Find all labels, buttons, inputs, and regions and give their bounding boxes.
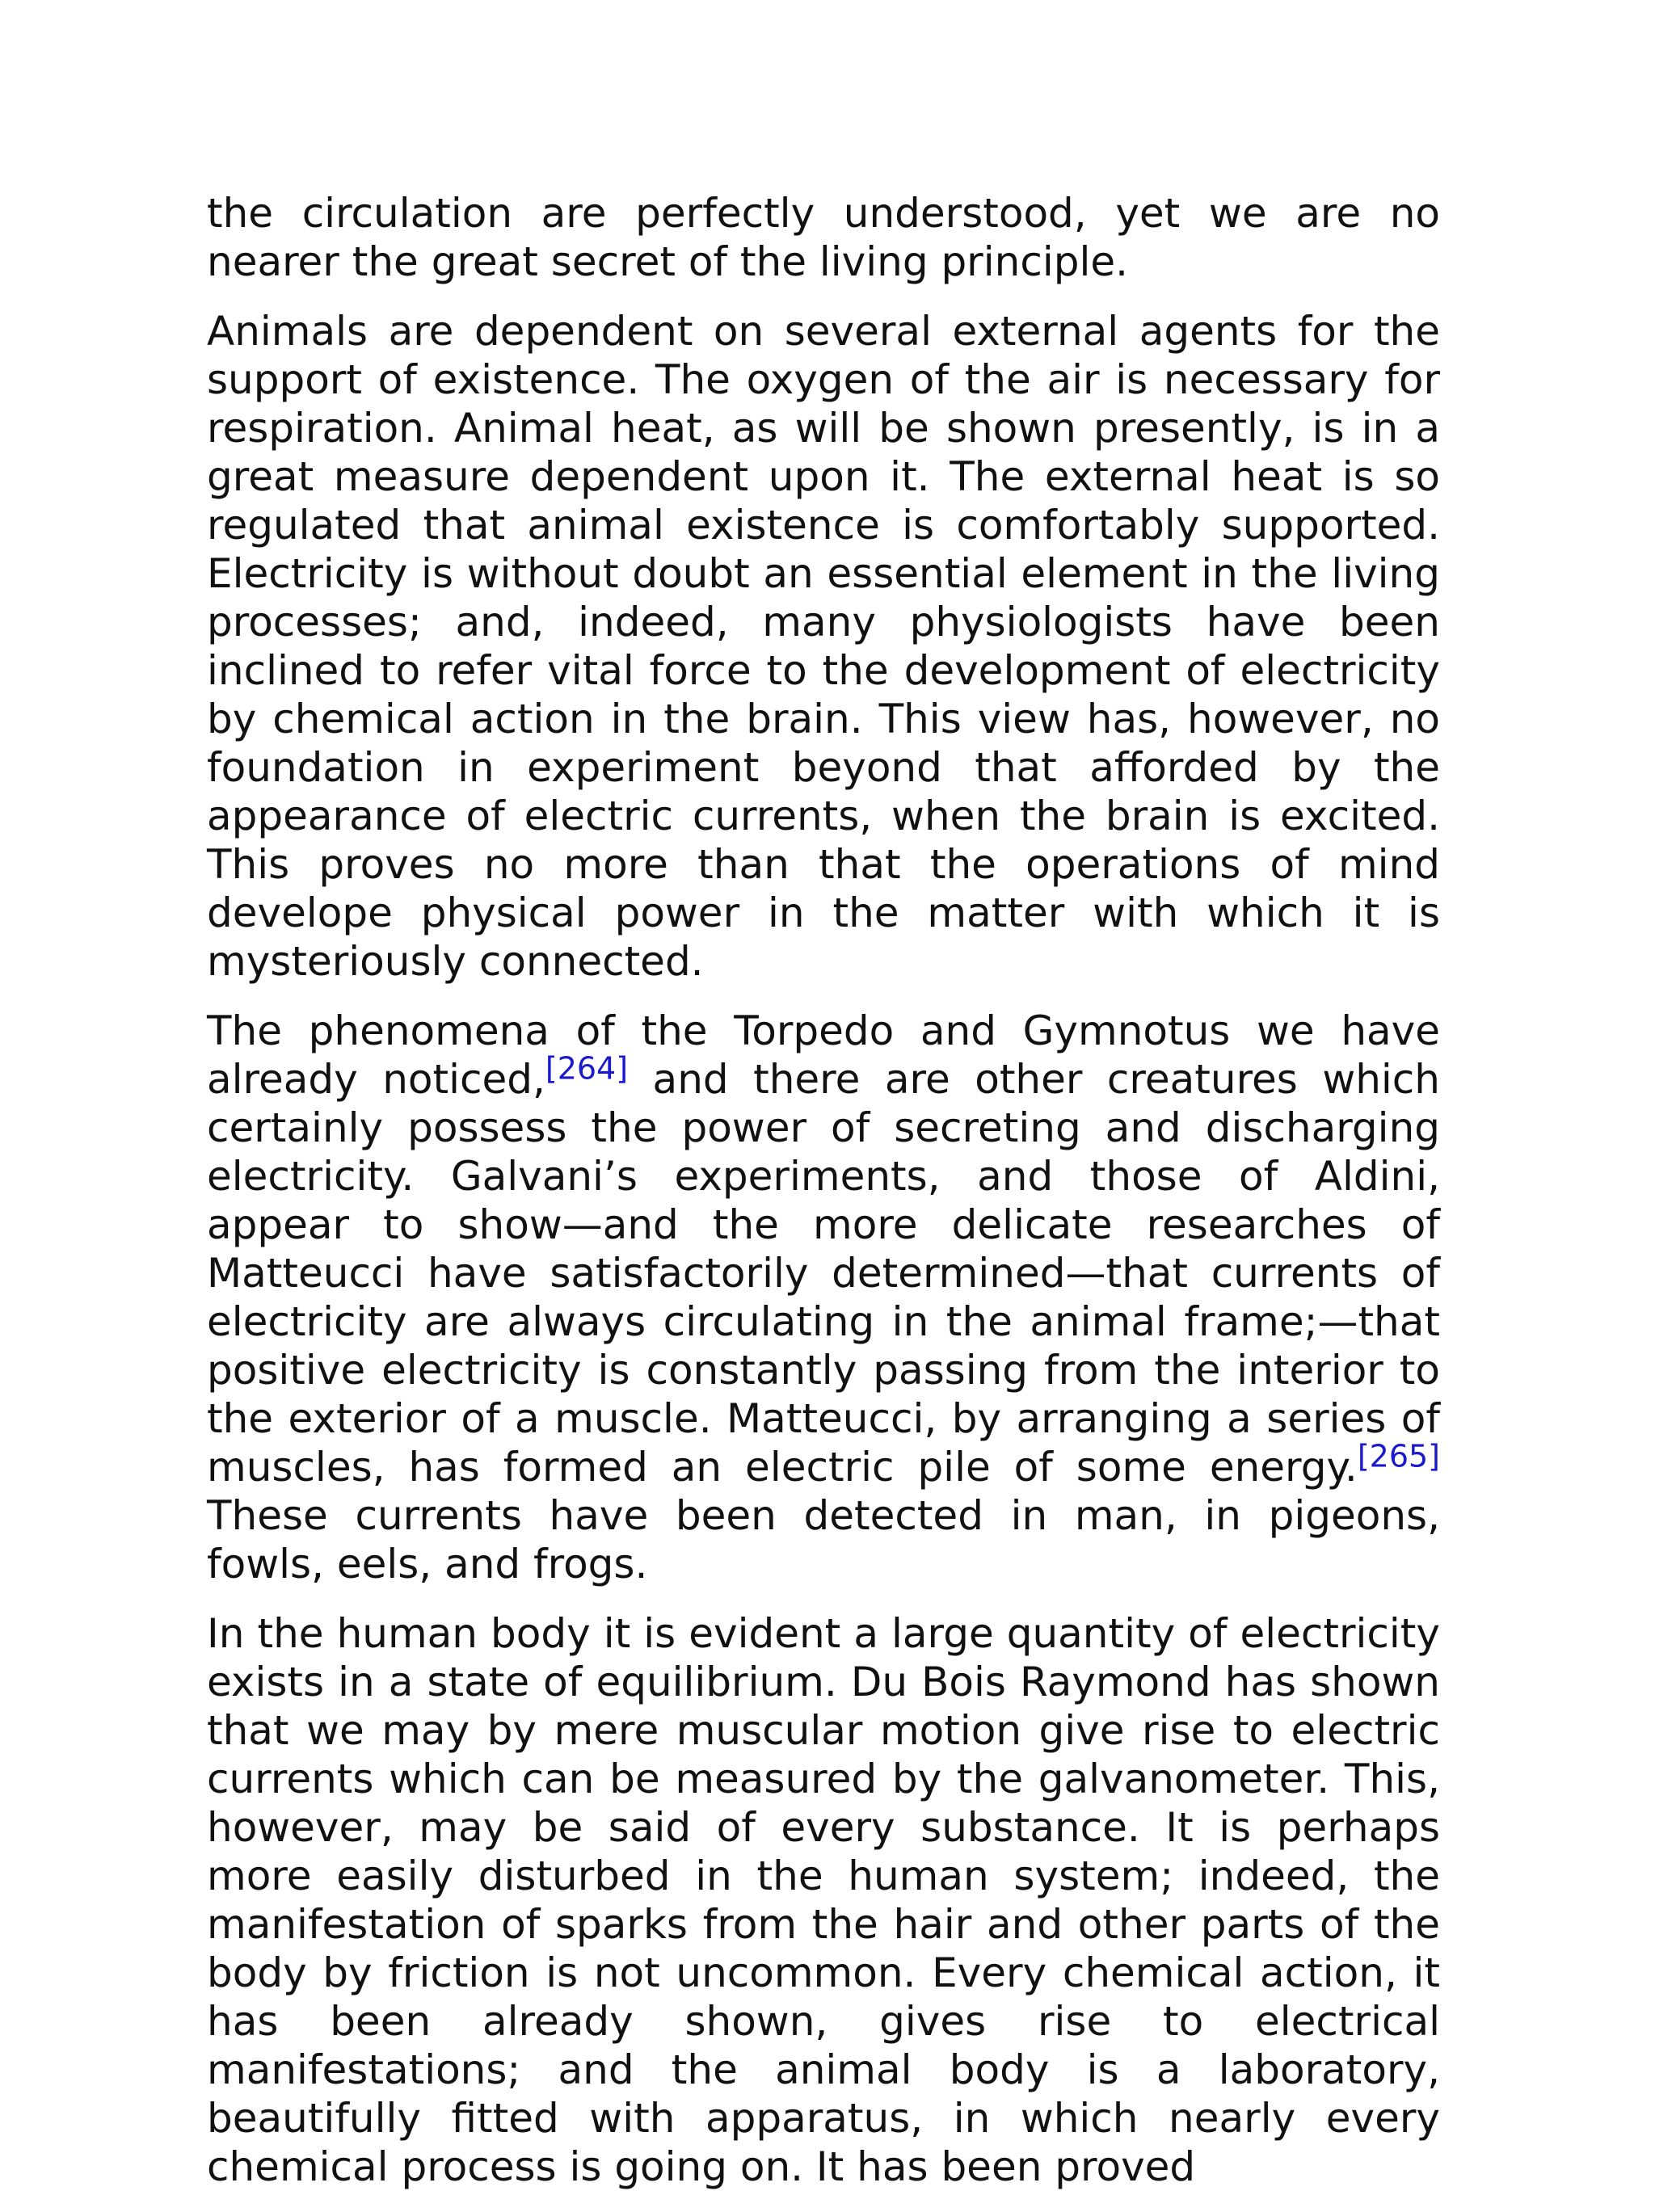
paragraph-text: These currents have been detected in man, in pigeons, fowls, eels, and frogs. bbox=[207, 1492, 1440, 1588]
paragraph-text: the circulation are perfectly understood, yet we are no nearer the great secret of the living principle. bbox=[207, 190, 1440, 285]
paragraph-text: Animals are dependent on several external agents for the support of existence. The oxygen of the air is necessary for respiration. Animal heat, as will be shown presently, is in a great measure dependent upon it. The external heat is so regulated that animal existence is comfortably supported. Electricity is without doubt an essential element in the living processes; and, indeed, many physiologists have been inclined to refer vital force to the development of electricity by chemical action in the brain. This view has, however, no foundation in experiment beyond that afforded by the appearance of electric currents, when the brain is excited. This proves no more than that the operations of mind develope physical power in the matter with which it is mysteriously connected. bbox=[207, 308, 1440, 985]
paragraph-text: The phenomena of the Torpedo and Gymnotus we have already noticed, bbox=[207, 1007, 1440, 1103]
footnote-link-264[interactable]: [264] bbox=[545, 1050, 629, 1087]
paragraph-4 bbox=[207, 1609, 1440, 2191]
paragraph-2 bbox=[207, 307, 1440, 986]
paragraph-text: and there are other creatures which certainly possess the power of secreting and discharging electricity. Galvani’s experiments, and those of Aldini, appear to show—and the more delicate researches of Matteucci have satisfactorily determined—that currents of electricity are always circulating in the animal frame;—that positive electricity is constantly passing from the interior to the exterior of a muscle. Matteucci, by arranging a series of muscles, has formed an electric pile of some energy. bbox=[207, 1056, 1440, 1491]
paragraph-1 bbox=[207, 189, 1440, 286]
paragraph-3 bbox=[207, 1007, 1440, 1588]
page-body bbox=[207, 189, 1440, 2212]
footnote-link-265[interactable]: [265] bbox=[1357, 1438, 1440, 1474]
paragraph-text: In the human body it is evident a large quantity of electricity exists in a state of equilibrium. Du Bois Raymond has shown that we may by mere muscular motion give rise to electric currents which can be measured by the galvanometer. This, however, may be said of every substance. It is perhaps more easily disturbed in the human system; indeed, the manifestation of sparks from the hair and other parts of the body by friction is not uncommon. Every chemical action, it has been already shown, gives rise to electrical manifestations; and the animal body is a laboratory, beautifully fitted with apparatus, in which nearly every chemical process is going on. It has been proved bbox=[207, 1610, 1440, 2190]
